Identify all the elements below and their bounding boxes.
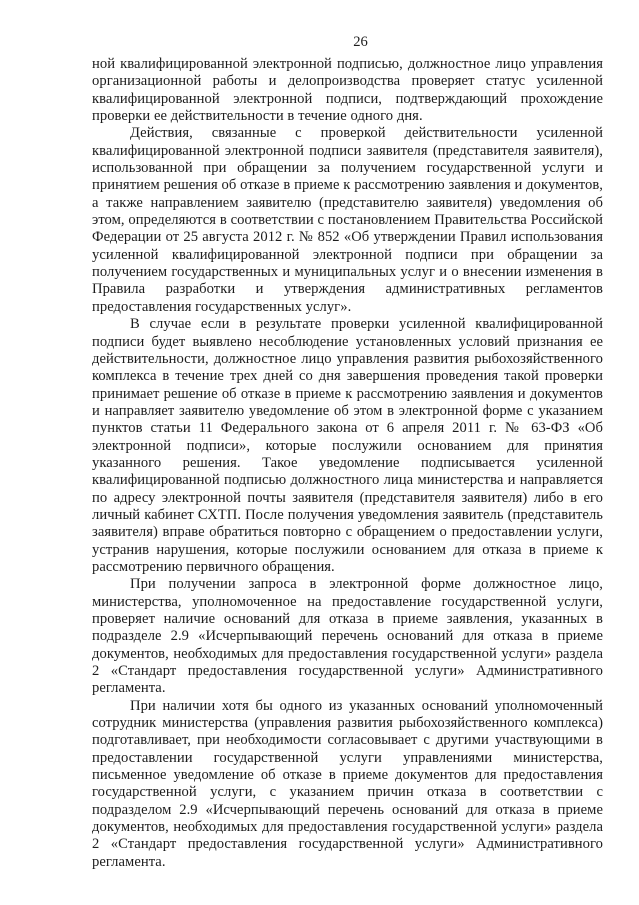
paragraph-signature-validation-actions: Действия, связанные с проверкой действительности усиленной квалифицированной электронной подписи заявителя (представителя заявителя), использованной при обращении за получением государственной услуги и принятием решения об отказе в приеме к рассмотрению заявления и документов, а также направлением заявителю (представителю заявителя) уведомления об этом, определяются в соответствии с постановлением Правительства Российской Федерации от 25 августа 2012 г. № 852 «Об утверждении Правил использования усиленной квалифицированной электронной подписи при обращении за получением государственных и муниципальных услуг и о внесении изменения в Правила разработки и утверждения административных регламентов предоставления государственных услуг». — [92, 125, 603, 315]
paragraph-signature-invalid: В случае если в результате проверки усиленной квалифицированной подписи будет выявлено несоблюдение установленных условий признания ее действительности, должностное лицо управления развития рыбохозяйственного комплекса в течение трех дней со дня завершения проведения такой проверки принимает решение об отказе в приеме к рассмотрению заявления и документов и направляет заявителю уведомление об этом в электронной форме с указанием пунктов статьи 11 Федерального закона от 6 апреля 2011 г. № 63-ФЗ «Об электронной подписи», которые послужили основанием для принятия указанного решения. Такое уведомление подписывается усиленной квалифицированной подписью должностного лица министерства и направляется по адресу электронной почты заявителя (представителя заявителя) либо в его личный кабинет СХТП. После получения уведомления заявитель (представитель заявителя) вправе обратиться повторно с обращением о предоставлении услуги, устранив нарушения, которые послужили основанием для отказа в приеме к рассмотрению первичного обращения. — [92, 316, 603, 575]
paragraph-refusal-notice: При наличии хотя бы одного из указанных оснований уполномоченный сотрудник министерства (управления развития рыбохозяйственного комплекса) подготавливает, при необходимости согласовывает с другими участвующими в предоставлении государственной услуги управлениями министерства, письменное уведомление об отказе в приеме документов для предоставления государственной услуги, с указанием причин отказа в соответствии с подразделом 2.9 «Исчерпывающий перечень оснований для отказа в приеме документов, необходимых для предоставления государственной услуги» раздела 2 «Стандарт предоставления государственной услуги» Административного регламента. — [92, 697, 603, 870]
paragraph-signature-status: ной квалифицированной электронной подписью, должностное лицо управления организационной работы и делопроизводства проверяет статус усиленной квалифицированной электронной подписи, подтверждающий прохождение проверки ее действительности в течение одного дня. — [92, 56, 603, 125]
paragraph-request-check: При получении запроса в электронной форме должностное лицо, министерства, уполномоченное на предоставление государственной услуги, проверяет наличие оснований для отказа в приеме заявления, указанных в подразделе 2.9 «Исчерпывающий перечень оснований для отказа в приеме документов, необходимых для предоставления государственной услуги» раздела 2 «Стандарт предоставления государственной услуги» Административного регламента. — [92, 576, 603, 697]
page-number: 26 — [353, 34, 368, 50]
